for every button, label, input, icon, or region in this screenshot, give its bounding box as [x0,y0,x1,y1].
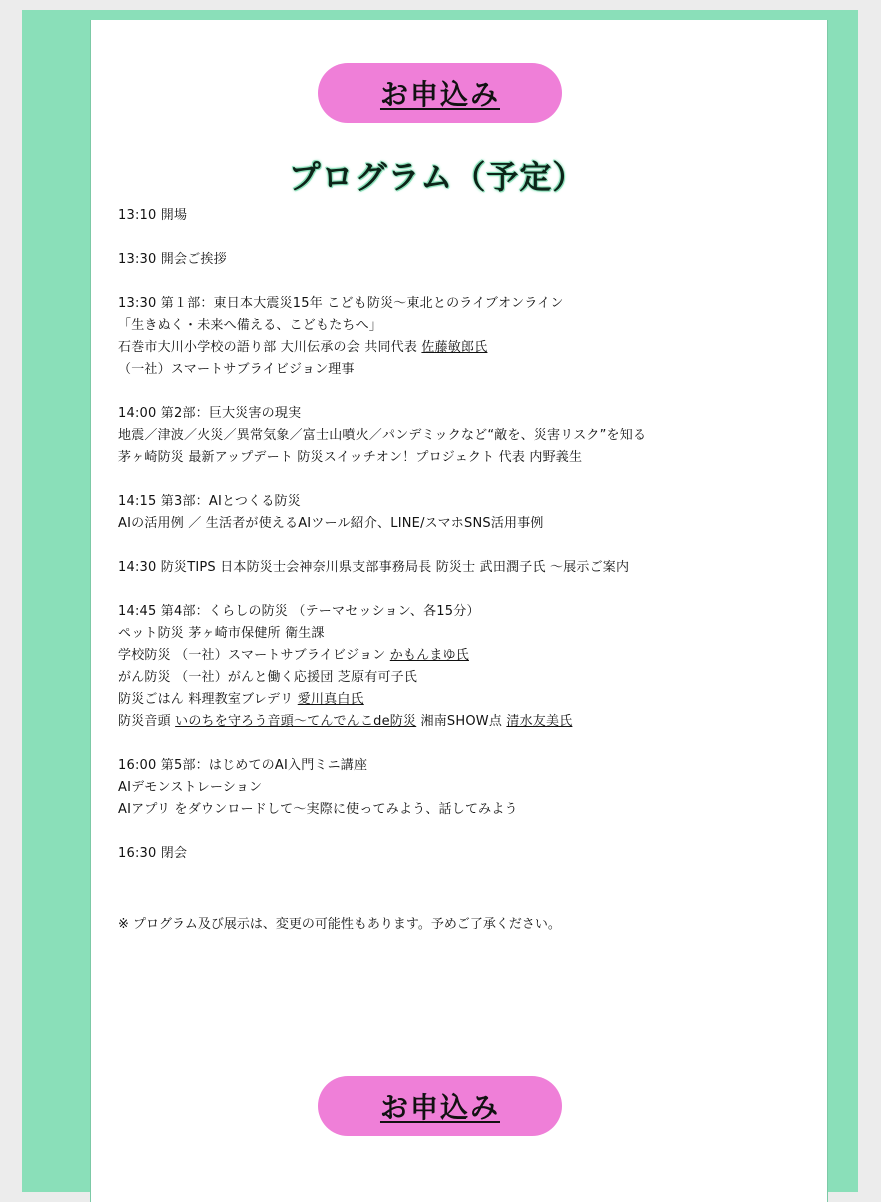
program-line: 14:15 第3部：AIとつくる防災 [118,494,301,509]
program-block-part4 [118,601,788,733]
speaker-link-shimizu[interactable]: 清水友美氏 [506,714,573,729]
program-block-part1 [118,293,788,381]
speaker-link-kamon[interactable]: かもんまゆ氏 [389,648,469,663]
program-line: 13:30 第１部：東日本大震災15年 こども防災～東北とのライブオンライン [118,296,564,311]
program-line: 16:30 閉会 [118,846,188,861]
apply-button-label: お申込み [379,1091,500,1124]
speaker-link-aikawa[interactable]: 愛川真白氏 [297,692,364,707]
program-line: 13:10 開場 [118,208,188,223]
program-line: 14:00 第2部：巨大災害の現実 [118,406,302,421]
program-title: プログラム（予定） [288,158,586,196]
speaker-affiliation: 石巻市大川小学校の語り部 大川伝承の会 共同代表 [118,340,422,355]
program-line: （一社）スマートサブライビジョン理事 [118,362,355,377]
program-block-part3 [118,491,788,535]
program-line: AIデモンストレーション [118,780,263,795]
speaker-affiliation: 湘南SHOW点 [416,714,507,729]
speaker-affiliation: 学校防災 （一社）スマートサブライビジョン [118,648,390,663]
session-label: 防災音頭 [118,714,176,729]
program-line: 16:00 第5部：はじめてのAI入門ミニ講座 [118,758,368,773]
speaker-affiliation: 防災ごはん 料理教室ブレデリ [118,692,298,707]
program-note: ※ プログラム及び展示は、変更の可能性もあります。予めご了承ください。 [118,917,561,932]
program-block-part5 [118,755,788,821]
program-line: AIアプリ をダウンロードして～実際に使ってみよう、話してみよう [118,802,518,817]
program-block-greeting [118,249,788,271]
speaker-link-sato[interactable]: 佐藤敏郎氏 [421,340,488,355]
program-line: 茅ヶ崎防災 最新アップデート 防災スイッチオン！プロジェクト 代表 内野義生 [118,450,583,465]
program-block-tips [118,557,788,579]
apply-button-bottom[interactable] [318,1076,562,1136]
program-line [118,645,788,667]
program-line [118,711,788,733]
program-line: 14:45 第4部：くらしの防災 （テーマセッション、各15分） [118,604,480,619]
program-block-part2 [118,403,788,469]
program-line [118,689,788,711]
program-line: ペット防災 茅ヶ崎市保健所 衛生課 [118,626,325,641]
program-line: 14:30 防災TIPS 日本防災士会神奈川県支部事務局長 防災士 武田潤子氏 ～展示ご案内 [118,560,630,575]
program-line: 地震／津波／火災／異常気象／富士山噴火／パンデミックなど“敵を、災害リスク”を知る [118,428,647,443]
program-line [118,337,788,359]
song-link[interactable]: いのちを守ろう音頭～てんでんこde防災 [175,714,417,729]
apply-button-top[interactable] [318,63,562,123]
program-block-opening [118,205,788,227]
program-line: 「生きぬく・未来へ備える、こどもたちへ」 [118,318,383,333]
program-line: 13:30 開会ご挨拶 [118,252,227,267]
program-block-closing [118,843,788,865]
program-list [118,205,788,887]
program-line: がん防災 （一社）がんと働く応援団 芝原有可子氏 [118,670,418,685]
program-line: AIの活用例 ／ 生活者が使えるAIツール紹介、LINE/スマホSNS活用事例 [118,516,544,531]
apply-button-label: お申込み [379,78,500,111]
